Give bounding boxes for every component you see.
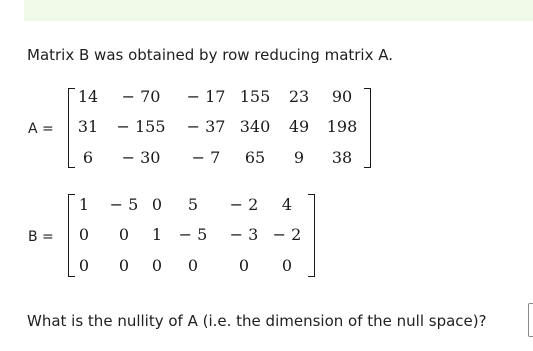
matrix-a-cell: 23 <box>288 87 310 106</box>
matrix-b-cell: 4 <box>281 195 293 214</box>
matrix-a-cell: 340 <box>239 117 271 136</box>
matrix-a-cell: 6 <box>82 148 94 167</box>
matrix-a-label: A = <box>28 121 54 137</box>
answer-input[interactable] <box>528 303 533 337</box>
matrix-a-cell: − 70 <box>121 87 161 106</box>
matrix-b-right-bracket <box>308 194 315 277</box>
matrix-a-cell: 90 <box>331 87 353 106</box>
matrix-b-cell: 0 <box>151 195 163 214</box>
matrix-a-cell: 65 <box>244 148 266 167</box>
matrix-a-right-bracket <box>364 88 371 168</box>
matrix-a-cell: 198 <box>326 117 358 136</box>
matrix-b-cell: − 5 <box>178 225 208 244</box>
matrix-a-cell: 9 <box>293 148 305 167</box>
matrix-b-cell: 5 <box>187 195 199 214</box>
matrix-b-cell: 0 <box>281 256 293 275</box>
matrix-b-cell: 0 <box>118 225 130 244</box>
matrix-a-cell: 38 <box>331 148 353 167</box>
matrix-a-cell: − 37 <box>186 117 226 136</box>
matrix-a-cell: 14 <box>77 87 99 106</box>
matrix-b-cell: 0 <box>78 256 90 275</box>
matrix-a-cell: − 30 <box>121 148 161 167</box>
matrix-b-cell: − 3 <box>229 225 259 244</box>
matrix-b-cell: − 2 <box>272 225 302 244</box>
matrix-b-label: B = <box>28 229 54 245</box>
matrix-b-cell: 1 <box>78 195 90 214</box>
matrix-a-cell: − 17 <box>186 87 226 106</box>
matrix-a-cell: 31 <box>77 117 99 136</box>
matrix-a-cell: − 155 <box>116 117 166 136</box>
question-text: What is the nullity of A (i.e. the dimension of the null space)? <box>27 312 487 330</box>
matrix-b-cell: 1 <box>151 225 163 244</box>
matrix-b-cell: 0 <box>151 256 163 275</box>
matrix-b-cell: 0 <box>118 256 130 275</box>
matrix-b-cell: 0 <box>187 256 199 275</box>
matrix-a-cell: − 7 <box>191 148 221 167</box>
matrix-a-cell: 155 <box>239 87 271 106</box>
previous-question-panel <box>24 0 533 21</box>
problem-statement: Matrix B was obtained by row reducing matrix A. <box>27 46 394 64</box>
matrix-a-cell: 49 <box>288 117 310 136</box>
matrix-b-left-bracket <box>68 194 75 277</box>
matrix-a-left-bracket <box>68 88 75 168</box>
matrix-b-cell: 0 <box>78 225 90 244</box>
matrix-b-cell: − 2 <box>229 195 259 214</box>
matrix-b-cell: 0 <box>238 256 250 275</box>
matrix-b-cell: − 5 <box>109 195 139 214</box>
